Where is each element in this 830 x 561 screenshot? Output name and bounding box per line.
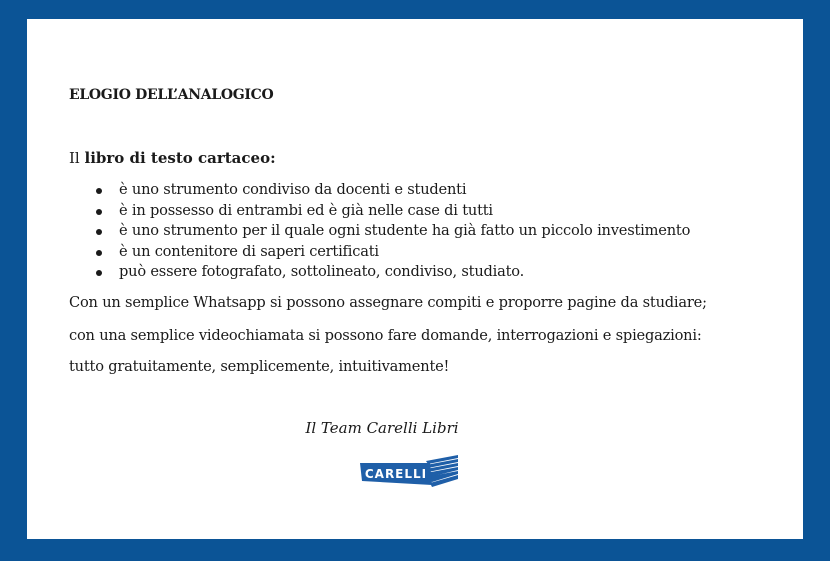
bullet-icon (96, 229, 102, 235)
paragraph-videocall: con una semplice videochiamata si possono fare domande, interrogazioni e spiegazioni: (69, 327, 702, 344)
document-title: ELOGIO DELL’ANALOGICO (69, 87, 274, 103)
list-item (69, 180, 690, 201)
bullet-icon (96, 250, 102, 256)
logo-text: CARELLI (364, 467, 428, 481)
bullet-text: è in possesso di entrambi ed è già nelle case di tutti (119, 201, 493, 219)
bullet-icon (96, 209, 102, 215)
bullet-icon (96, 270, 102, 276)
bullet-text: è un contenitore di saperi certificati (119, 242, 379, 260)
list-item (69, 242, 690, 263)
document-page (27, 19, 803, 539)
paragraph-whatsapp: Con un semplice Whatsapp si possono assegnare compiti e proporre pagine da studiare; (69, 294, 707, 311)
bullet-icon (96, 188, 102, 194)
list-item (69, 201, 690, 222)
intro-bold: libro di testo cartaceo: (84, 149, 276, 167)
bullet-text: è uno strumento per il quale ogni studente ha già fatto un piccolo investimento (119, 222, 691, 240)
intro-prefix: Il (69, 149, 85, 167)
intro-line (69, 149, 276, 167)
bullet-text: è uno strumento condiviso da docenti e studenti (119, 181, 467, 198)
carelli-logo (360, 455, 460, 489)
list-item (69, 262, 690, 283)
bullet-list (69, 180, 690, 283)
list-item (69, 221, 690, 242)
paragraph-closing: tutto gratuitamente, semplicemente, intuitivamente! (69, 358, 450, 375)
bullet-text: può essere fotografato, sottolineato, condiviso, studiato. (119, 263, 525, 281)
signature: Il Team Carelli Libri (305, 419, 459, 437)
